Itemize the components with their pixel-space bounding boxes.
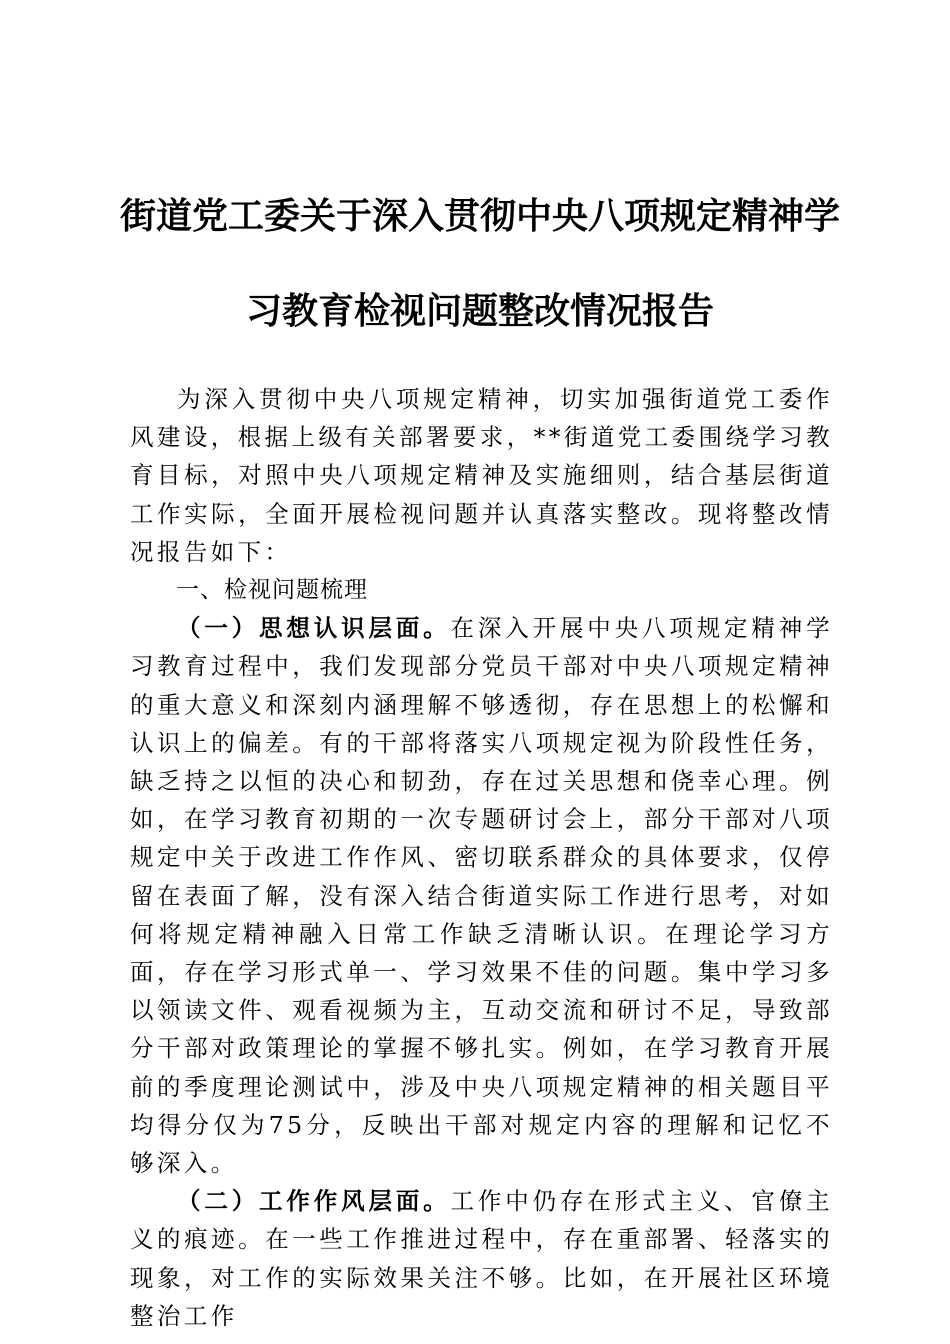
item-1-text: 在深入开展中央八项规定精神学习教育过程中，我们发现部分党员干部对中央八项规定精神的重大意义和深刻内涵理解不够透彻，存在思想上的松懈和认识上的偏差。有的干部将落实八项规定视为阶段性任务，缺乏持之以恒的决心和韧劲，存在过关思想和侥幸心理。例如，在学习教育初期的一次专题研讨会上，部分干部对八项规定中关于改进工作作风、密切联系群众的具体要求，仅停留在表面了解，没有深入结合街道实际工作进行思考，对如何将规定精神融入日常工作缺乏清晰认识。在理论学习方面，存在学习形式单一、学习效果不佳的问题。集中学习多以领读文件、观看视频为主，互动交流和研讨不足，导致部分干部对政策理论的掌握不够扎实。例如，在学习教育开展前的季度理论测试中，涉及中央八项规定精神的相关题目平均得分仅为75分，反映出干部对规定内容的理解和记忆不够深入。	[130, 614, 834, 1178]
title-line-1: 街道党工委关于深入贯彻中央八项规定精神学	[120, 195, 841, 237]
section-heading-1: 一、检视问题梳理	[176, 577, 368, 604]
document-body	[130, 380, 833, 1335]
intro-paragraph: 为深入贯彻中央八项规定精神，切实加强街道党工委作风建设，根据上级有关部署要求，**街道党工委围绕学习教育目标，对照中央八项规定精神及实施细则，结合基层街道工作实际，全面开展检视问题并认真落实整改。现将整改情况报告如下：	[130, 385, 833, 566]
item-2-text: 工作中仍存在形式主义、官僚主义的痕迹。在一些工作推进过程中，存在重部署、轻落实的现象，对工作的实际效果关注不够。比如，在开展社区环境整治工作	[130, 1187, 834, 1330]
item-1-paragraph	[130, 609, 833, 1182]
title-line-2: 习教育检视问题整改情况报告	[245, 290, 714, 332]
item-1-lead: （一）思想认识层面。	[177, 614, 451, 643]
item-2-lead: （二）工作作风层面。	[177, 1187, 451, 1216]
document-title	[120, 190, 840, 337]
item-2-paragraph	[130, 1182, 833, 1335]
